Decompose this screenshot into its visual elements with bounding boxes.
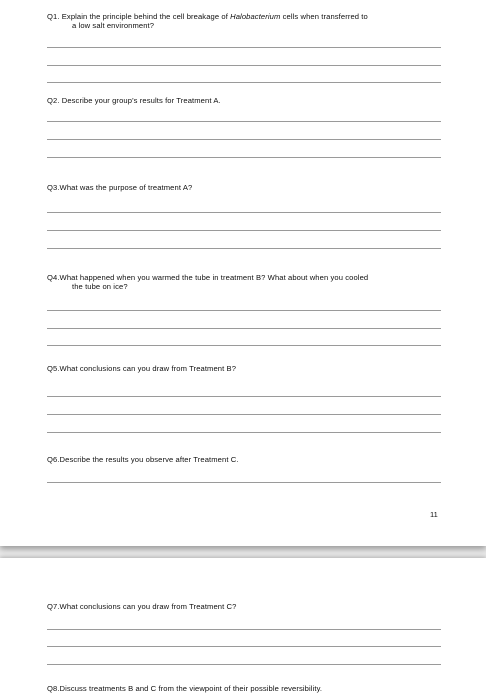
organism-name: Halobacterium (230, 12, 281, 21)
answer-line[interactable] (47, 121, 441, 122)
question-text: What happened when you warmed the tube in treatment B? What about when you cooled (59, 273, 369, 282)
answer-line[interactable] (47, 396, 441, 397)
answer-line[interactable] (47, 482, 441, 483)
page-number: 11 (430, 510, 438, 519)
question-number: Q3. (47, 183, 60, 192)
answer-line[interactable] (47, 664, 441, 665)
answer-line[interactable] (47, 139, 441, 140)
question-number: Q8. (47, 684, 60, 693)
worksheet-page-12 (0, 558, 486, 700)
question-6 (47, 455, 442, 464)
answer-line[interactable] (47, 310, 441, 311)
question-number: Q6. (47, 455, 60, 464)
question-7 (47, 602, 442, 611)
question-1 (47, 12, 442, 30)
question-continuation: the tube on ice? (72, 282, 128, 291)
answer-line[interactable] (47, 414, 441, 415)
answer-line[interactable] (47, 65, 441, 66)
question-8 (47, 684, 442, 693)
question-continuation: a low salt environment? (72, 21, 155, 30)
answer-line[interactable] (47, 432, 441, 433)
answer-line[interactable] (47, 82, 441, 83)
question-number: Q1. (47, 12, 60, 21)
question-number: Q2. (47, 96, 60, 105)
answer-line[interactable] (47, 328, 441, 329)
question-text: Discuss treatments B and C from the viewpoint of their possible reversibility. (59, 684, 323, 693)
question-4 (47, 273, 442, 291)
question-text: Explain the principle behind the cell breakage of (59, 12, 231, 21)
answer-line[interactable] (47, 345, 441, 346)
question-text-end: cells when transferred to (280, 12, 368, 21)
question-text: Describe your group’s results for Treatment A. (59, 96, 221, 105)
question-3 (47, 183, 442, 192)
answer-line[interactable] (47, 646, 441, 647)
answer-line[interactable] (47, 629, 441, 630)
answer-line[interactable] (47, 248, 441, 249)
answer-line[interactable] (47, 157, 441, 158)
answer-line[interactable] (47, 230, 441, 231)
question-text: What was the purpose of treatment A? (59, 183, 193, 192)
answer-line[interactable] (47, 212, 441, 213)
question-number: Q7. (47, 602, 60, 611)
question-text: What conclusions can you draw from Treatment B? (59, 364, 237, 373)
question-text: What conclusions can you draw from Treatment C? (59, 602, 237, 611)
question-5 (47, 364, 442, 373)
question-2 (47, 96, 442, 105)
question-number: Q5. (47, 364, 60, 373)
answer-line[interactable] (47, 47, 441, 48)
question-number: Q4. (47, 273, 60, 282)
question-text: Describe the results you observe after Treatment C. (59, 455, 239, 464)
